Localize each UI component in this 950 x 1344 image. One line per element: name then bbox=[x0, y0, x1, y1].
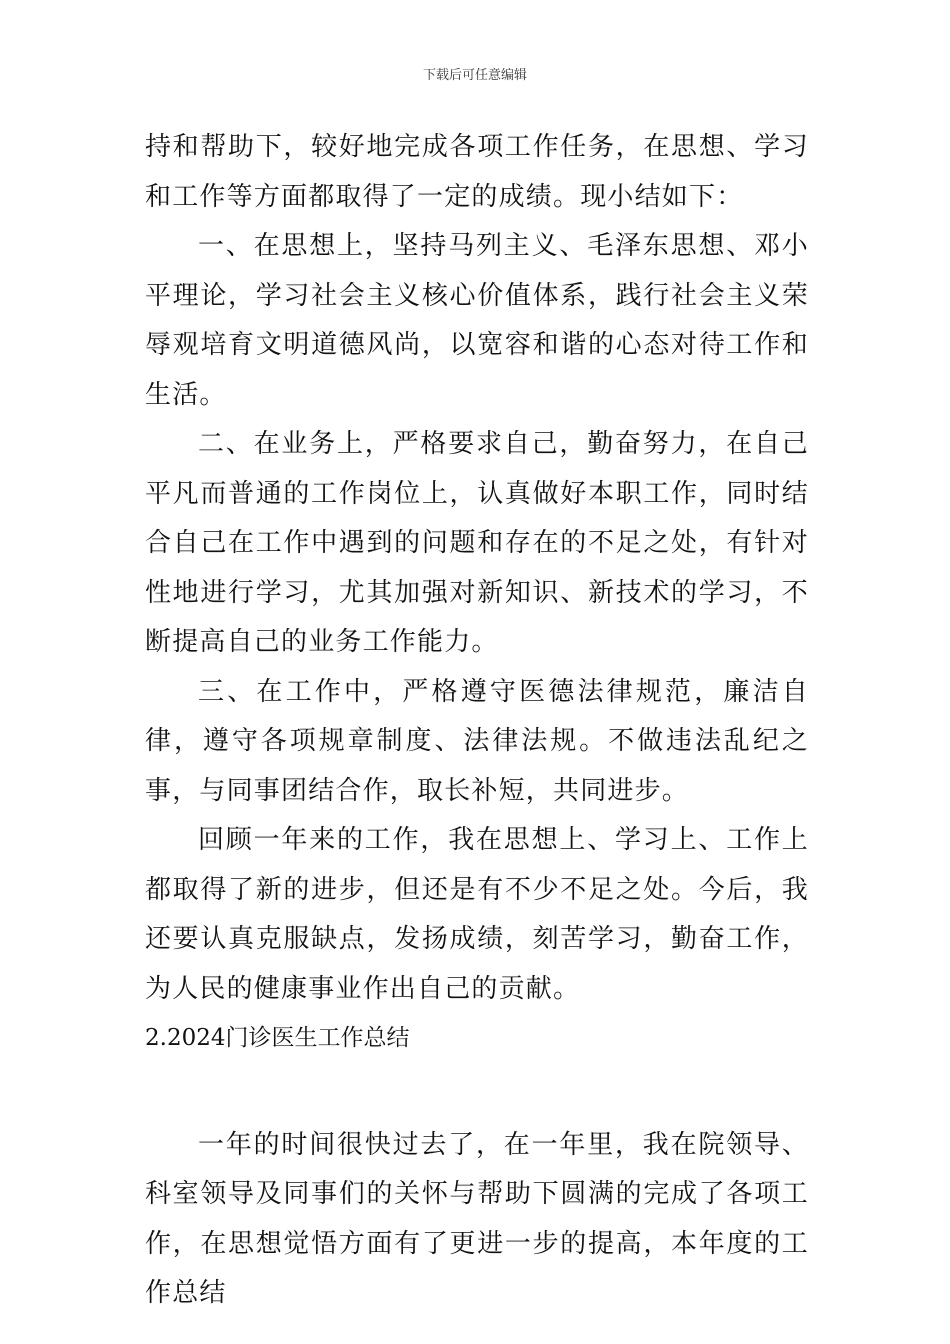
paragraph-work: 三、在工作中，严格遵守医德法律规范，廉洁自律，遵守各项规章制度、法律法规。不做违法乱纪之事，与同事团结合作，取长补短，共同进步。 bbox=[145, 676, 809, 806]
page-header: 下载后可任意编辑 bbox=[422, 68, 527, 83]
document-body bbox=[145, 123, 809, 1319]
section-heading: 2.2024门诊医生工作总结 bbox=[145, 1025, 410, 1051]
paragraph-thought: 一、在思想上，坚持马列主义、毛泽东思想、邓小平理论，学习社会主义核心价值体系，践行社会主义荣辱观培育文明道德风尚，以宽容和谐的心态对待工作和生活。 bbox=[145, 231, 809, 410]
paragraph-review: 回顾一年来的工作，我在思想上、学习上、工作上都取得了新的进步，但还是有不少不足之处。今后，我还要认真克服缺点，发扬成绩，刻苦学习，勤奋工作，为人民的健康事业作出自己的贡献。 bbox=[145, 825, 809, 1004]
paragraph-business: 二、在业务上，严格要求自己，勤奋努力，在自己平凡而普通的工作岗位上，认真做好本职工作，同时结合自己在工作中遇到的问题和存在的不足之处，有针对性地进行学习，尤其加强对新知识、新技术的学习，不断提高自己的业务工作能力。 bbox=[145, 429, 809, 657]
paragraph-continuation: 持和帮助下，较好地完成各项工作任务，在思想、学习和工作等方面都取得了一定的成绩。现小结如下： bbox=[145, 132, 809, 212]
paragraph-summary-intro: 一年的时间很快过去了，在一年里，我在院领导、科室领导及同事们的关怀与帮助下圆满的完成了各项工作，在思想觉悟方面有了更进一步的提高，本年度的工作总结 bbox=[145, 1129, 809, 1308]
section-gap bbox=[145, 1064, 809, 1121]
